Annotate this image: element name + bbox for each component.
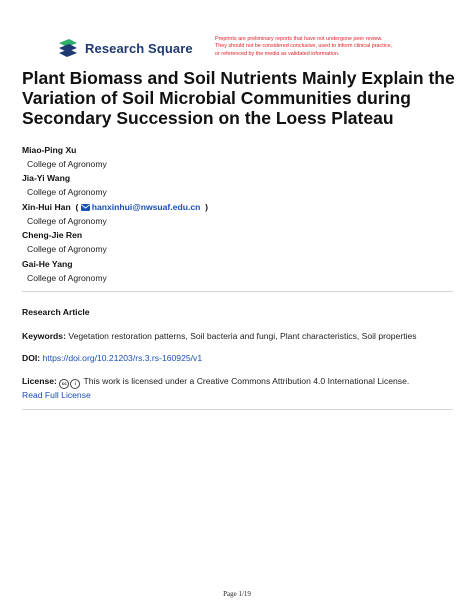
author-email-link[interactable] bbox=[81, 202, 201, 212]
email-close-paren: ) bbox=[202, 201, 209, 212]
paper-title: Plant Biomass and Soil Nutrients Mainly Explain the Variation of Soil Microbial Communities during Secondary Succession on the Loess Plateau bbox=[22, 68, 455, 128]
envelope-icon bbox=[81, 204, 90, 211]
author-affiliation: College of Agronomy bbox=[27, 244, 107, 255]
author-entry bbox=[22, 200, 452, 228]
author-list bbox=[22, 143, 452, 285]
disclaimer-line: Preprints are preliminary reports that have not undergone peer review. bbox=[215, 36, 383, 42]
divider bbox=[22, 409, 453, 410]
license-text: This work is licensed under a Creative Commons Attribution 4.0 International License. bbox=[83, 376, 410, 386]
email-open-paren: ( bbox=[73, 201, 79, 212]
author-affiliation: College of Agronomy bbox=[27, 187, 107, 198]
author-name: Jia-Yi Wang bbox=[22, 173, 71, 184]
license-label: License: bbox=[22, 376, 57, 386]
author-name: Xin-Hui Han bbox=[22, 201, 71, 212]
research-square-logo-icon bbox=[57, 38, 79, 58]
author-affiliation: College of Agronomy bbox=[27, 215, 107, 226]
author-entry bbox=[22, 257, 452, 285]
page-number: Page 1/19 bbox=[223, 590, 251, 598]
disclaimer-line: or referenced by the media as validated information. bbox=[215, 50, 340, 57]
author-name: Cheng-Jie Ren bbox=[22, 230, 83, 241]
author-affiliation: College of Agronomy bbox=[27, 159, 107, 169]
doi-label: DOI: bbox=[22, 353, 41, 363]
article-type-row bbox=[22, 306, 454, 319]
author-affiliation: College of Agronomy bbox=[27, 272, 107, 283]
keywords: Vegetation restoration patterns, Soil bacteria and fungi, Plant characteristics, Soil properties bbox=[68, 331, 417, 341]
author-entry bbox=[22, 143, 452, 171]
research-square-logo[interactable] bbox=[57, 38, 193, 58]
keywords-label: Keywords: bbox=[22, 331, 66, 341]
brand-name: Research Square bbox=[85, 40, 193, 56]
author-name-row bbox=[22, 200, 452, 214]
attribution-icon: i bbox=[70, 379, 80, 389]
author-entry bbox=[22, 228, 452, 256]
doi-row bbox=[22, 352, 454, 365]
author-email: hanxinhui@nwsuaf.edu.cn bbox=[91, 201, 201, 212]
disclaimer-line: They should not be considered conclusive, used to inform clinical practice, bbox=[215, 43, 393, 50]
license-row bbox=[22, 375, 454, 402]
creative-commons-icon: cc bbox=[59, 379, 69, 389]
author-name: Miao-Ping Xu bbox=[22, 145, 77, 155]
keywords-row bbox=[22, 330, 454, 343]
article-type: Research Article bbox=[22, 307, 90, 317]
doi-link[interactable]: https://doi.org/10.21203/rs.3.rs-160925/v1 bbox=[42, 353, 203, 363]
author-name: Gai-He Yang bbox=[22, 258, 73, 269]
divider bbox=[22, 291, 453, 292]
read-full-license-link[interactable]: Read Full License bbox=[22, 390, 91, 400]
preprint-disclaimer bbox=[215, 36, 435, 58]
author-entry bbox=[22, 171, 452, 199]
